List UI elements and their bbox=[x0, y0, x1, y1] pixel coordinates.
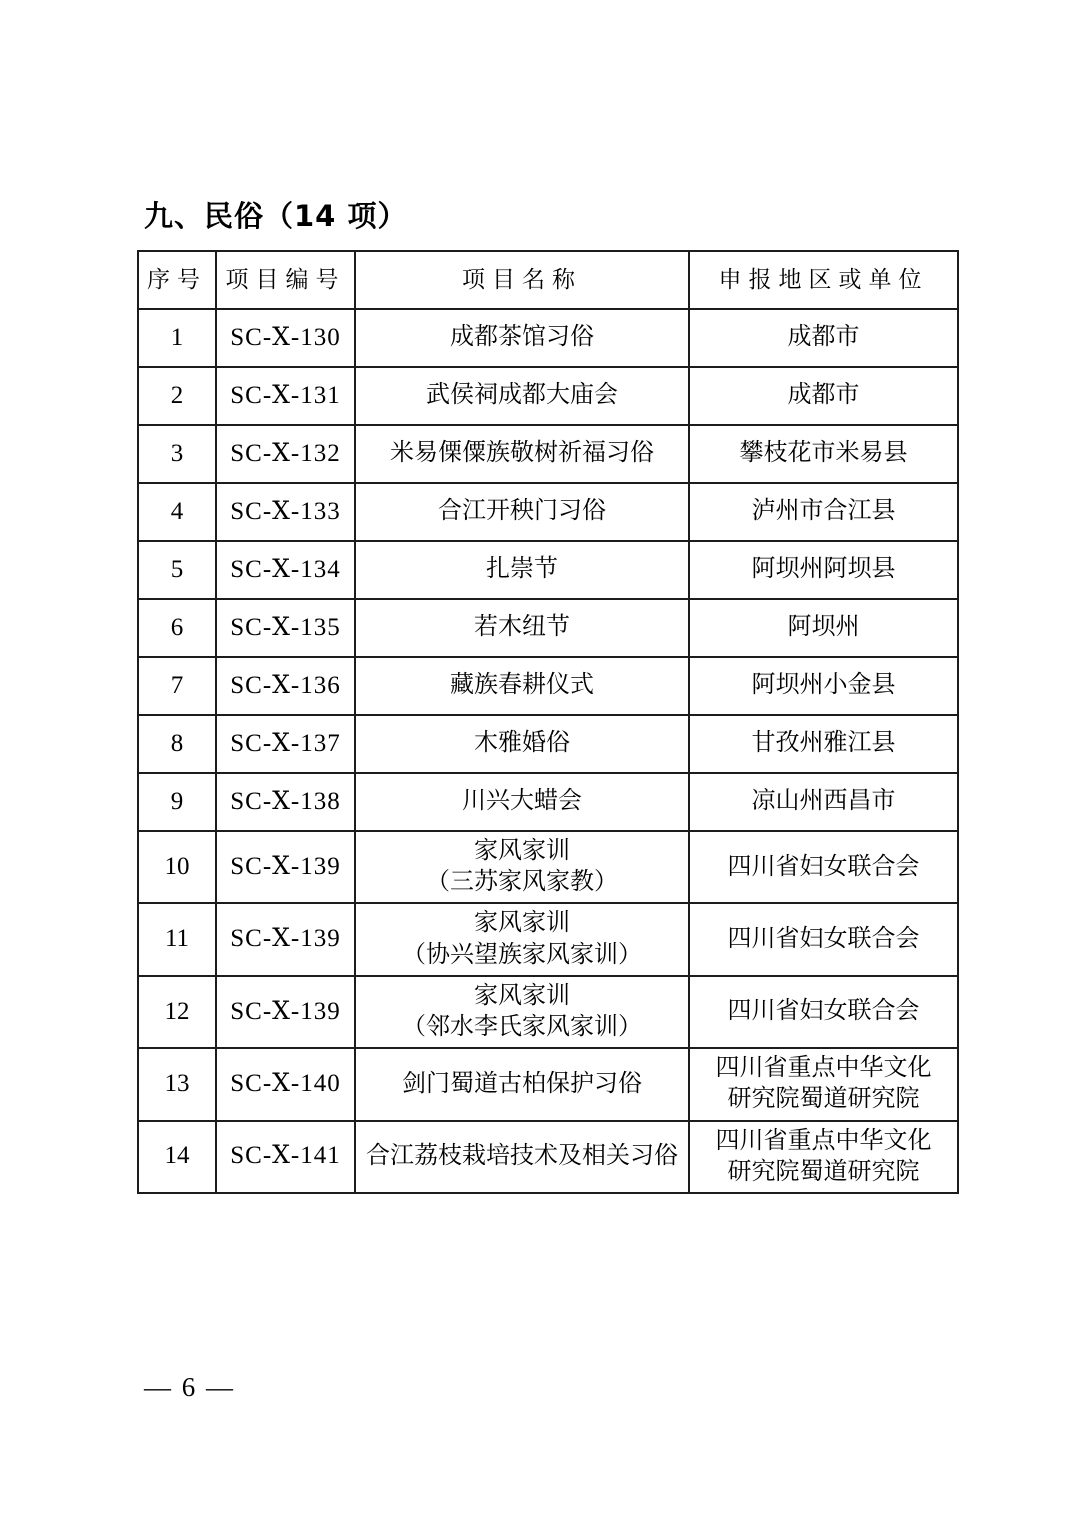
table-header-row bbox=[138, 251, 958, 309]
cell-index: 14 bbox=[138, 1121, 216, 1193]
cell-code: SC-Ⅹ-138 bbox=[216, 773, 355, 831]
cell-unit: 成都市 bbox=[689, 367, 958, 425]
cell-index: 9 bbox=[138, 773, 216, 831]
section-title: 九、民俗（14 项） bbox=[144, 199, 408, 233]
cell-unit: 四川省妇女联合会 bbox=[689, 831, 958, 903]
cell-code: SC-Ⅹ-141 bbox=[216, 1121, 355, 1193]
cell-name: 合江荔枝栽培技术及相关习俗 bbox=[355, 1121, 689, 1193]
cell-unit: 阿坝州小金县 bbox=[689, 657, 958, 715]
table-row bbox=[138, 367, 958, 425]
cell-code: SC-Ⅹ-132 bbox=[216, 425, 355, 483]
table-row bbox=[138, 773, 958, 831]
cell-code: SC-Ⅹ-134 bbox=[216, 541, 355, 599]
cell-unit: 凉山州西昌市 bbox=[689, 773, 958, 831]
cell-name: 成都茶馆习俗 bbox=[355, 309, 689, 367]
cell-name: 武侯祠成都大庙会 bbox=[355, 367, 689, 425]
table-row bbox=[138, 541, 958, 599]
heritage-items-table bbox=[137, 250, 959, 1194]
cell-name: 木雅婚俗 bbox=[355, 715, 689, 773]
cell-unit: 四川省重点中华文化研究院蜀道研究院 bbox=[689, 1048, 958, 1120]
cell-unit: 甘孜州雅江县 bbox=[689, 715, 958, 773]
cell-name: 合江开秧门习俗 bbox=[355, 483, 689, 541]
project-name-line1: 家风家训 bbox=[474, 982, 570, 1009]
table-row bbox=[138, 1121, 958, 1193]
project-name-line2: （三苏家风家教） bbox=[426, 869, 618, 896]
cell-code: SC-Ⅹ-139 bbox=[216, 976, 355, 1048]
col-header-name: 项目名称 bbox=[355, 251, 689, 309]
cell-index: 1 bbox=[138, 309, 216, 367]
cell-code: SC-Ⅹ-133 bbox=[216, 483, 355, 541]
project-name-line2: （邻水李氏家风家训） bbox=[402, 1013, 642, 1040]
table-body bbox=[138, 309, 958, 1193]
cell-unit: 四川省妇女联合会 bbox=[689, 903, 958, 975]
cell-code: SC-Ⅹ-137 bbox=[216, 715, 355, 773]
table-header bbox=[138, 251, 958, 309]
cell-index: 11 bbox=[138, 903, 216, 975]
table-row bbox=[138, 309, 958, 367]
cell-unit: 阿坝州阿坝县 bbox=[689, 541, 958, 599]
cell-index: 5 bbox=[138, 541, 216, 599]
cell-unit: 阿坝州 bbox=[689, 599, 958, 657]
table-row bbox=[138, 1048, 958, 1120]
cell-code: SC-Ⅹ-139 bbox=[216, 831, 355, 903]
cell-unit: 成都市 bbox=[689, 309, 958, 367]
cell-code: SC-Ⅹ-140 bbox=[216, 1048, 355, 1120]
cell-index: 10 bbox=[138, 831, 216, 903]
table-row bbox=[138, 903, 958, 975]
cell-name: 藏族春耕仪式 bbox=[355, 657, 689, 715]
cell-name: 剑门蜀道古柏保护习俗 bbox=[355, 1048, 689, 1120]
col-header-index: 序号 bbox=[138, 251, 216, 309]
cell-index: 13 bbox=[138, 1048, 216, 1120]
table-row bbox=[138, 599, 958, 657]
table-row bbox=[138, 425, 958, 483]
cell-code: SC-Ⅹ-131 bbox=[216, 367, 355, 425]
cell-code: SC-Ⅹ-136 bbox=[216, 657, 355, 715]
cell-name: 若木纽节 bbox=[355, 599, 689, 657]
cell-index: 8 bbox=[138, 715, 216, 773]
table-row bbox=[138, 657, 958, 715]
cell-name: 川兴大蜡会 bbox=[355, 773, 689, 831]
cell-unit: 四川省重点中华文化研究院蜀道研究院 bbox=[689, 1121, 958, 1193]
table-row bbox=[138, 831, 958, 903]
table-row bbox=[138, 976, 958, 1048]
cell-code: SC-Ⅹ-139 bbox=[216, 903, 355, 975]
cell-unit: 四川省妇女联合会 bbox=[689, 976, 958, 1048]
col-header-code: 项目编号 bbox=[216, 251, 355, 309]
cell-name bbox=[355, 976, 689, 1048]
cell-index: 3 bbox=[138, 425, 216, 483]
col-header-unit: 申报地区或单位 bbox=[689, 251, 958, 309]
project-name-line1: 家风家训 bbox=[474, 838, 570, 864]
cell-index: 6 bbox=[138, 599, 216, 657]
cell-unit: 泸州市合江县 bbox=[689, 483, 958, 541]
cell-index: 12 bbox=[138, 976, 216, 1048]
cell-name: 米易傈僳族敬树祈福习俗 bbox=[355, 425, 689, 483]
cell-unit: 攀枝花市米易县 bbox=[689, 425, 958, 483]
project-name-line1: 家风家训 bbox=[474, 910, 570, 937]
cell-index: 7 bbox=[138, 657, 216, 715]
cell-name: 扎崇节 bbox=[355, 541, 689, 599]
page-number: — 6 — bbox=[144, 1372, 235, 1402]
project-name-line2: （协兴望族家风家训） bbox=[402, 941, 642, 968]
cell-code: SC-Ⅹ-135 bbox=[216, 599, 355, 657]
table-row bbox=[138, 715, 958, 773]
cell-index: 2 bbox=[138, 367, 216, 425]
cell-name bbox=[355, 831, 689, 903]
cell-index: 4 bbox=[138, 483, 216, 541]
cell-code: SC-Ⅹ-130 bbox=[216, 309, 355, 367]
cell-name bbox=[355, 903, 689, 975]
table-row bbox=[138, 483, 958, 541]
